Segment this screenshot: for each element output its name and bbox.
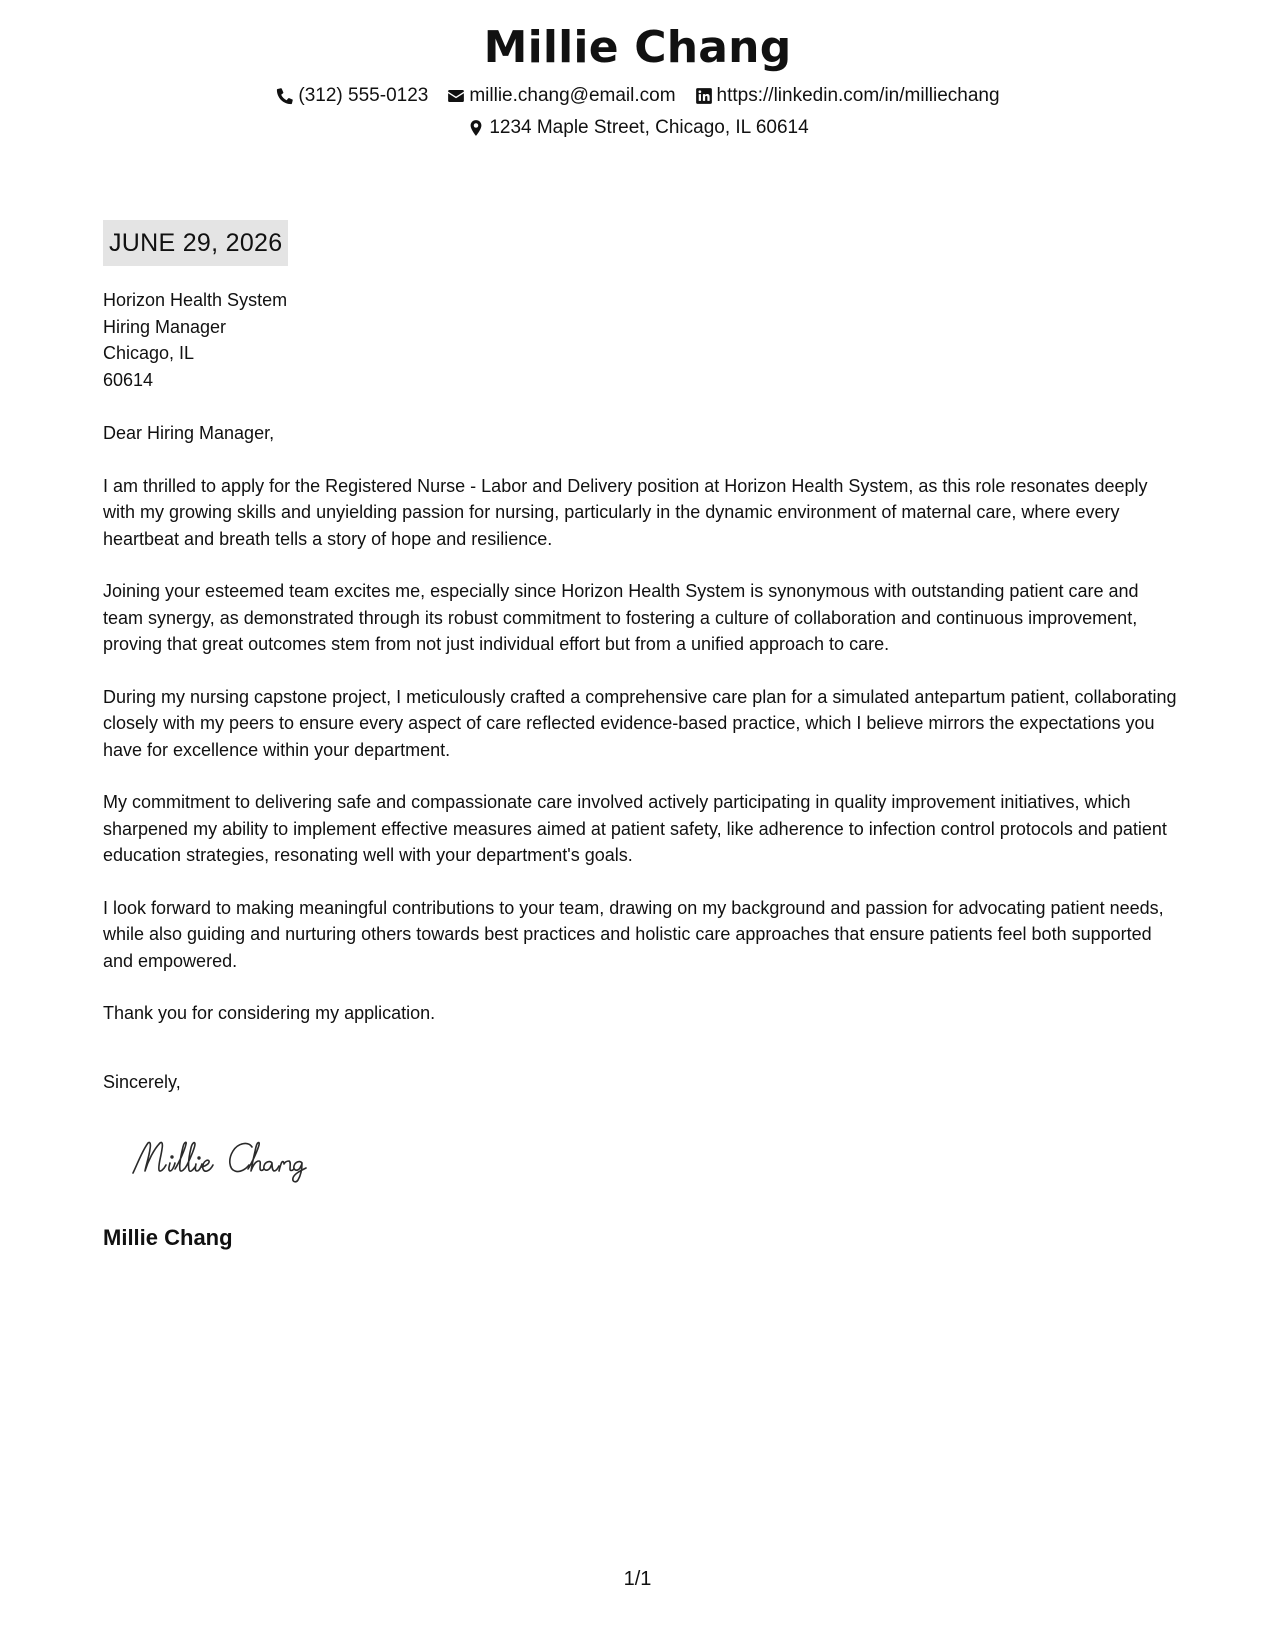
- handwritten-signature: [130, 1135, 340, 1183]
- body-paragraph: During my nursing capstone project, I meticulously crafted a comprehensive care plan for a simulated antepartum patient, collaborating closely with my peers to ensure every aspect of care reflected evidence-based practice, which I believe mirrors the expectations you have for excellence within your department.: [103, 686, 1177, 760]
- contact-line: [0, 84, 1275, 108]
- letterhead: [0, 18, 1275, 140]
- address-line: [0, 116, 1275, 140]
- recipient-company: Horizon Health System: [103, 290, 288, 310]
- recipient-title: Hiring Manager: [103, 316, 227, 337]
- body-paragraph: I look forward to making meaningful contributions to your team, drawing on my background and passion for advocating patient needs, while also guiding and nurturing others towards best practices and holistic care approaches that ensure patients feel both supported and empowered.: [103, 897, 1164, 971]
- email-address[interactable]: millie.chang@email.com: [469, 85, 676, 106]
- recipient-block: [103, 287, 1183, 393]
- phone-icon: [275, 86, 295, 106]
- page-indicator: 1/1: [623, 1568, 652, 1590]
- linkedin-url[interactable]: https://linkedin.com/in/milliechang: [716, 85, 1000, 106]
- body-paragraph: My commitment to delivering safe and compassionate care involved actively participating in quality improvement initiatives, which sharpened my ability to implement effective measures aimed at patient safety, like adherence to infection control protocols and patient education strategies, resonating well with your department's goals.: [103, 792, 1167, 865]
- applicant-name: Millie Chang: [483, 22, 792, 73]
- phone-contact: [275, 84, 428, 108]
- letter-body: [103, 287, 1183, 1095]
- address-contact: [466, 116, 808, 140]
- salutation: Dear Hiring Manager,: [103, 423, 275, 443]
- recipient-zip: 60614: [103, 369, 154, 390]
- street-address: 1234 Maple Street, Chicago, IL 60614: [489, 117, 809, 138]
- recipient-city: Chicago, IL: [103, 343, 195, 363]
- signoff: Sincerely,: [103, 1071, 181, 1092]
- body-paragraph: Joining your esteemed team excites me, especially since Horizon Health System is synonymous with outstanding patient care and team synergy, as demonstrated through its robust commitment to fostering a culture of collaboration and continuous improvement, proving that great outcomes stem from not just individual effort but from a unified approach to care.: [103, 581, 1139, 654]
- closing-line: Thank you for considering my application.: [103, 1003, 436, 1023]
- map-pin-icon: [466, 118, 486, 138]
- letter-date: JUNE 29, 2026: [103, 220, 288, 266]
- email-contact: [446, 84, 675, 108]
- signer-name: Millie Chang: [103, 1225, 233, 1250]
- phone-number: (312) 555-0123: [298, 85, 429, 106]
- linkedin-contact: [694, 84, 1000, 108]
- body-paragraph: I am thrilled to apply for the Registered Nurse - Labor and Delivery position at Horizon Health System, as this role resonates deeply with my growing skills and unyielding passion for nursing, particularly in the dynamic environment of maternal care, where every heartbeat and breath tells a story of hope and resilience.: [103, 475, 1148, 549]
- linkedin-icon: [694, 86, 714, 106]
- envelope-icon: [446, 86, 466, 106]
